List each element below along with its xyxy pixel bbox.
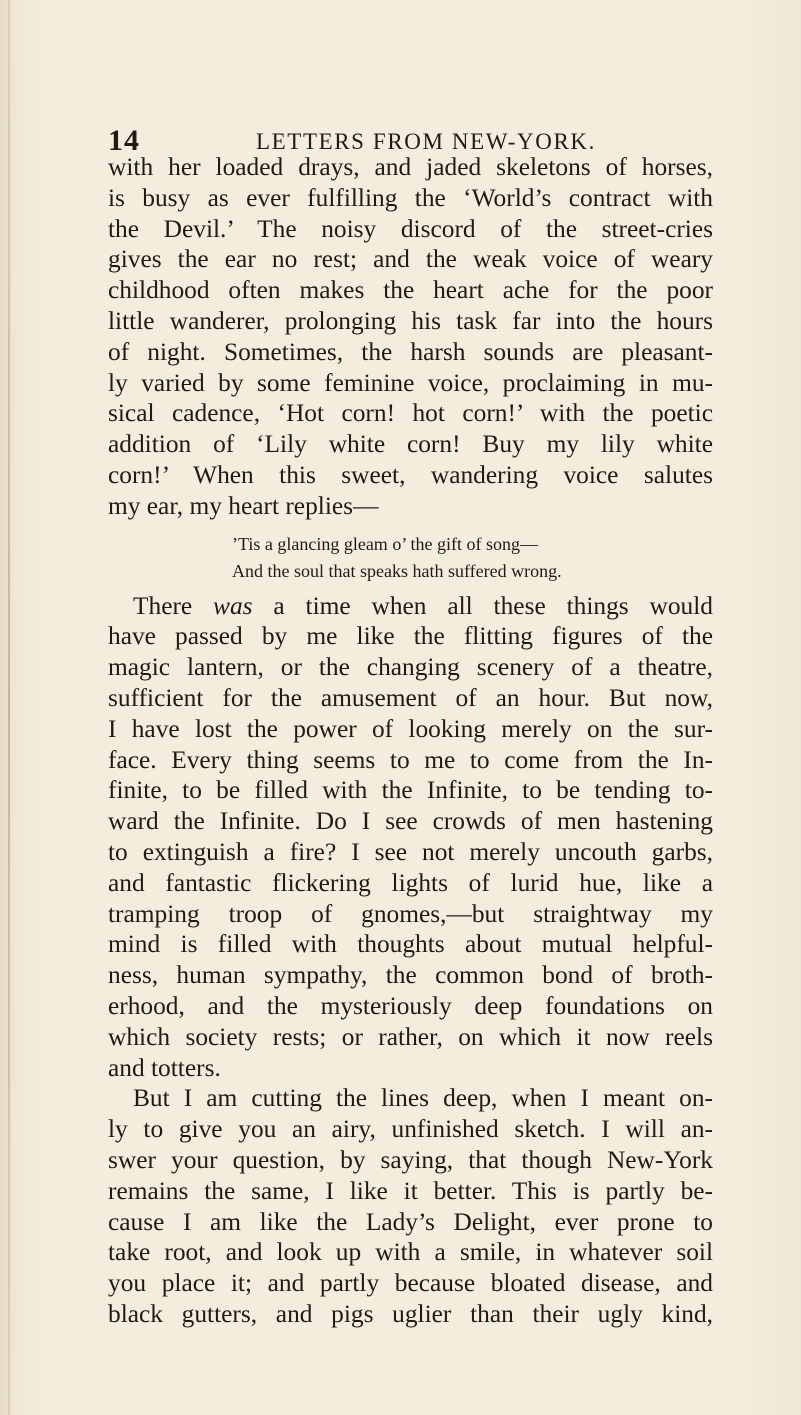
text-line: But I am cutting the lines deep, when I meant on- [133, 1084, 713, 1113]
text-line: which society rests; or rather, on which it now reels [108, 1022, 713, 1051]
text-line: the Devil.’ The noisy discord of the street-cries [108, 214, 713, 243]
text-line: swer your question, by saying, that though New-York [108, 1145, 713, 1174]
text-line: to extinguish a fire? I see not merely uncouth garbs, [108, 837, 713, 866]
text-line: cause I am like the Lady’s Delight, ever prone to [108, 1207, 713, 1236]
text-line: of night. Sometimes, the harsh sounds are pleasant- [108, 337, 713, 366]
text-line: remains the same, I like it better. This is partly be- [108, 1176, 713, 1205]
body-text [108, 152, 713, 1330]
text-line [108, 591, 713, 622]
emphasized-word: was [213, 591, 253, 620]
verse-line: And the soul that speaks hath suffered wrong. [232, 560, 562, 581]
text-line: gives the ear no rest; and the weak voice of weary [108, 245, 713, 274]
text-line: childhood often makes the heart ache for the poor [108, 276, 713, 305]
verse-quotation [108, 531, 713, 585]
text-line: and fantastic flickering lights of lurid hue, like a [108, 868, 713, 897]
text-line-rest: a time when all these things would [273, 591, 713, 620]
text-line: mind is filled with thoughts about mutual helpful- [108, 930, 713, 959]
text-line: sufficient for the amusement of an hour. But now, [108, 683, 713, 712]
text-line: ly varied by some feminine voice, proclaiming in mu- [108, 368, 713, 397]
text-line: erhood, and the mysteriously deep foundations on [108, 991, 713, 1020]
text-line: magic lantern, or the changing scenery of a theatre, [108, 653, 713, 682]
text-line: black gutters, and pigs uglier than their ugly kind, [108, 1299, 713, 1328]
running-title: LETTERS FROM NEW-YORK. [256, 129, 596, 154]
text-line: ward the Infinite. Do I see crowds of men hastening [108, 807, 713, 836]
text-line: ness, human sympathy, the common bond of broth- [108, 961, 713, 990]
page-number: 14 [108, 124, 140, 157]
text-line: ly to give you an airy, unfinished sketch. I will an- [108, 1115, 713, 1144]
verse-line: ’Tis a glancing gleam o’ the gift of song— [232, 533, 538, 554]
text-line: little wanderer, prolonging his task far into the hours [108, 306, 713, 335]
text-line: tramping troop of gnomes,—but straightway my [108, 899, 713, 928]
text-line: finite, to be filled with the Infinite, to be tending to- [108, 776, 713, 805]
binding-edge [8, 0, 10, 1415]
text-line: sical cadence, ‘Hot corn! hot corn!’ with the poetic [108, 399, 713, 428]
text-line: I have lost the power of looking merely on the sur- [108, 714, 713, 743]
text-line: you place it; and partly because bloated disease, and [108, 1269, 713, 1298]
text-line: and totters. [108, 1053, 221, 1082]
text-line: take root, and look up with a smile, in whatever soil [108, 1238, 713, 1267]
text-line: my ear, my heart replies— [108, 491, 379, 520]
text-line: corn!’ When this sweet, wandering voice salutes [108, 460, 713, 489]
text-line: face. Every thing seems to me to come from the In- [108, 745, 713, 774]
text-line: with her loaded drays, and jaded skeletons of horses, [108, 153, 713, 181]
text-line: is busy as ever fulfilling the ‘World’s contract with [108, 183, 713, 212]
text-line: have passed by me like the flitting figures of the [108, 622, 713, 651]
text-line: addition of ‘Lily white corn! Buy my lily white [108, 430, 713, 459]
paragraph-start-word: There [133, 591, 193, 620]
